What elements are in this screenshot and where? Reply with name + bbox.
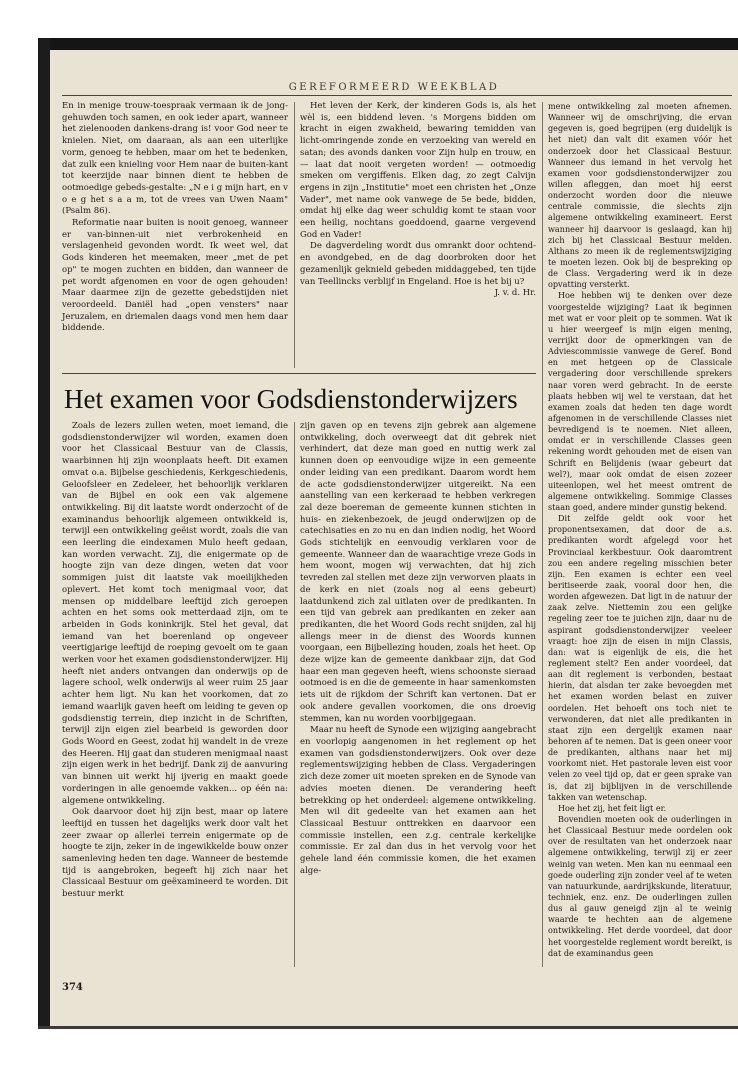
paragraph: Ook daarvoor doet hij zijn best, maar op latere leeftijd en tussen het dagelijks werk door valt het zeer zwaar op allerlei terrein enigermate op de hoogte te zijn, zeker in de ingewikkelde bouw onzer samenleving heden ten dage. Wanneer de bestemde tijd is aangebroken, begeeft hij zich naar het Classicaal Bestuur om geëxamineerd te worden. Dit bestuur merkt: [62, 807, 288, 900]
article-left-column: [62, 421, 288, 966]
page-number: 374: [62, 982, 83, 993]
newspaper-page: [50, 50, 738, 1028]
article-middle-column: [300, 421, 536, 966]
paragraph: Hoe het zij, het feit ligt er.: [558, 802, 667, 813]
column-divider: [294, 422, 295, 967]
scan-border-top: [45, 38, 738, 50]
author-signature: J. v. d. Hr.: [494, 288, 536, 299]
paragraph: Het leven der Kerk, der kinderen Gods is, als het wèl is, een biddend leven. 's Morgens bidden om kracht in eigen zwakheid, bewaring temidden van licht-omringende zonde en verzoeking van wereld en satan; des avonds danken voor Zijn hulp en trouw, en — laat dat nooit vergeten worden! — ootmoedig smeken om vergiffenis. Elken dag, zo zegt Calvijn ergens in zijn „Institutie" moet een christen het „Onze Vader", met name ook vanwege de 5e bede, bidden, omdat hij elke dag weer schuldig komt te staan voor een heilig, nochtans goeddoend, gaarne vergevend God en Vader!: [300, 101, 536, 240]
paragraph: Hoe hebben wij te denken over deze voorgestelde wijziging? Laat ik beginnen met wat er voor pleit op te sommen. Wat ik u hier weergeef is mijn eigen mening, verrijkt door de opmerkingen van de Adviescommissie vanwege de Geref. Bond en met hetgeen op de Classicale vergadering door verschillende sprekers naar voren werd gebracht. In de eerste plaats hebben wij wel te verstaan, dat het examen zoals dat heden ten dage wordt afgenomen in de verschillende Classes niet bevredigend is te noemen. Niet alleen, omdat er in verschillende Classes geen rekening wordt gehouden met de eisen van Schrift en Belijdenis (waar gebeurt dat wel?), maar ook omdat de eisen zozeer uiteenlopen, wel het meest omtrent de algemene ontwikkeling. Sommige Classes staan goed, andere minder gunstig bekend.: [548, 290, 732, 513]
scan-border-left: [38, 38, 50, 1028]
header-rule: [62, 95, 732, 96]
paragraph: zijn gaven op en tevens zijn gebrek aan algemene ontwikkeling, doch overweegt dat dit gebrek niet verhindert, dat deze man goed en nuttig werk zal kunnen doen op eenvoudige wijze in een gemeente onder leiding van een predikant. Daarom wordt hem de acte godsdienstonderwijzer uitgereikt. Na een aanstelling van een kerkeraad te hebben verkregen zal deze boereman de gemeente kunnen stichten in huis- en ziekenbezoek, de jeugd onderwijzen op de catechisaties en zo nu en dan indien nodig, het Woord Gods stichtelijk en eenvoudig verklaren voor de gemeente. Wanneer dan de waarachtige vreze Gods in hem woont, mogen wij verwachten, dat hij zich tevreden zal stellen met deze zijn verworven plaats in de kerk en niet (zoals nog al eens gebeurt) laatdunkend zich zal uitlaten over de predikanten. In een tijd van gebrek aan predikanten en zeker aan predikanten, die het Woord Gods recht snijden, zal hij allengs meer in de dienst des Woords kunnen voorgaan, een Bijbellezing houden, zoals het heet. Op deze wijze kan de gemeente dankbaar zijn, dat God haar een man gegeven heeft, wiens schoonste sieraad ootmoed is en die de gemeente in haar samenkomsten iets uit de rijkdom der Schrift kan vertonen. Dat er ook andere gevallen voorkomen, die ons droevig stemmen, kan nu worden voorbijgegaan.: [300, 421, 536, 724]
column-divider: [542, 102, 543, 967]
paragraph: De dagverdeling wordt dus omrankt door ochtend- en avondgebed, en de dag doorbroken door het gezamenlijk geknield gebeden middaggebed, ten tijde van Teellincks verblijf in Engeland. Hoe is het bij u?: [300, 241, 536, 287]
article-headline: Het examen voor Godsdienstonderwijzers: [64, 384, 518, 414]
scan-border-bottom: [38, 1026, 738, 1029]
section-rule: [62, 373, 536, 374]
paragraph: Dit zelfde geldt ook voor het proponentsexamen, dat door de a.s. predikanten wordt afgelegd voor het Provinciaal kerkbestuur. Ook daaromtrent zou een andere regeling misschien beter zijn. Een examen is echter een veel beritiseerde zaak, vooral door hen, die worden afgewezen. Dat ligt in de natuur der zaak zelve. Niettemin zou een gelijke regeling zeer toe te juichen zijn, daar nu de aspirant godsdienstonderwijzer veeleer vraagt: hoe zijn de eisen in mijn Classis, dan: wat is eigenlijk de eis, die het reglement stelt? Een ander voordeel, dat aan dit reglement is verbonden, bestaat hierin, dat alsdan ter zake bevoegden met het examen worden belast en zuiver oordelen. Het behoeft ons toch niet te verwonderen, dat niet alle predikanten in staat zijn een dergelijk examen naar behoren af te nemen. Dat is geen oneer voor de predikanten, althans naar het mij voorkomt niet. Het pastorale leven eist voor velen zo veel tijd op, dat er geen sprake van is, dat zij bijblijven in de verschillende takken van wetenschap.: [548, 513, 732, 802]
paragraph: En in menige trouw-toespraak vermaan ik de jong-gehuwden toch samen, en ook ieder apart, wanneer het zielenooden dankens-drang is! voor God neer te knielen. Niet, om daaraan, als aan een uiterlijke vorm, genoeg te hebben, maar om het te bedenken, dat zulk een knieling voor Hem naar de buiten-kant tot keerzijde naar binnen dient te hebben de ootmoedige gebeds-gestalte: „N e i g mijn hart, en v o e g het s a a m, tot de vrees van Uwen Naam" (Psalm 86).: [62, 101, 288, 217]
paragraph: mene ontwikkeling zal moeten afnemen. Wanneer wij de omschrijving, die ervan gegeven is, goed begrijpen (erg duidelijk is het niet) dan valt dit examen vóór het onderzoek door het Classicaal Bestuur. Wanneer dus iemand in het vervolg het examen voor godsdienstonderwijzer zou willen afleggen, dan moet hij eerst onderzocht worden door die nieuwe centrale commissie, die slechts zijn algemene ontwikkeling examineert. Eerst wanneer hij daarvoor is geslaagd, kan hij zich bij het Classicaal Bestuur melden. Althans zo meen ik de reglementswijziging te moeten lezen. Ook bij de bespreking op de Class. Vergadering werd ik in deze opvatting versterkt.: [548, 101, 732, 290]
paragraph: Zoals de lezers zullen weten, moet iemand, die godsdienstonderwijzer wil worden, examen doen voor het Classicaal Bestuur van de Classis, waarbinnen hij zijn woonplaats heeft. Dit examen omvat o.a. Bijbelse geschiedenis, Kerkgeschiedenis, Geloofsleer en Zedeleer, het behoorlijk verklaren van de Bijbel en ook een vak algemene ontwikkeling. Bij dit laatste wordt onderzocht of de examinandus behoorlijk algemeen ontwikkeld is, terwijl een ontwikkeling geëist wordt, zoals die van een leerling die eindexamen Mulo heeft gedaan, kan worden verwacht. Zij, die enigermate op de hoogte zijn van deze dingen, weten dat voor sommigen juist dit laatste vak moeilijkheden oplevert. Het komt toch menigmaal voor, dat mensen op middelbare leeftijd zich geroepen achten en het soms ook metterdaad zijn, om te arbeiden in Gods koninkrijk. Stel het geval, dat iemand van het boerenland op ongeveer veertigjarige leeftijd de roeping gevoelt om te gaan werken voor het examen godsdienstonderwijzer. Hij heeft niet anders ontvangen dan onderwijs op de lagere school, welk onderwijs al weer ruim 25 jaar achter hem ligt. Nu kan het voorkomen, dat zo iemand waarlijk gaven heeft om leiding te geven op godsdienstig terrein, diep inzicht in de Schriften, terwijl zijn eigen ziel bearbeid is geworden door Gods Woord en Geest, zodat hij wandelt in de vreze des Heeren. Hij gaat dan studeren menigmaal naast zijn eigen werk in het bedrijf. Dank zij de aanvuring van binnen uit werkt hij ijverig en maakt goede vorderingen in alle genoemde vakken... op één na: algemene ontwikkeling.: [62, 421, 288, 806]
top-middle-column: [300, 101, 536, 369]
column-divider: [294, 102, 295, 368]
paragraph: Bovendien moeten ook de ouderlingen in het Classicaal Bestuur mede oordelen ook over de resultaten van het onderzoek naar algemene ontwikkeling, terwijl zij er zeer weinig van weten. Men kan nu eenmaal een goede ouderling zijn zonder veel af te weten van natuurkunde, aardrijkskunde, literatuur, techniek, enz. enz. De ouderlingen zullen dus al gauw geneigd zijn al te weinig waarde te hechten aan de algemene ontwikkeling. Het derde voordeel, dat door het voorgestelde reglement wordt bereikt, is dat de examinandus geen: [548, 814, 732, 958]
paragraph: Maar nu heeft de Synode een wijziging aangebracht en voorlopig aangenomen in het reglement op het examen van godsdienstonderwijzers. Ook over deze reglementswijziging hebben de Class. Vergaderingen zich deze zomer uit moeten spreken en de Synode van advies moeten dienen. De verandering heeft betrekking op het onderdeel: algemene ontwikkeling. Men wil dit gedeelte van het examen aan het Classicaal Bestuur onttrekken en daarvoor een commissie instellen, een z.g. centrale kerkelijke commissie. Er zal dan dus in het vervolg voor het gehele land één commissie komen, die het examen alge-: [300, 725, 536, 876]
right-column: [548, 101, 732, 967]
paragraph: Reformatie naar buiten is nooit genoeg, wanneer er van-binnen-uit niet verbrokenheid en verslagenheid gevonden wordt. Ik weet wel, dat Gods kinderen het meemaken, meer „met de pet op" te mogen zuchten en bidden, dan wanneer de pet wordt afgenomen en voor de ogen gehouden! Maar daarmee zijn de gezette gebedstijden niet veroordeeld. Daniël had „open vensters" naar Jeruzalem, en driemalen daags vond men hem daar biddende.: [62, 218, 288, 334]
running-head: GEREFORMEERD WEEKBLAD: [288, 82, 500, 93]
top-left-column: [62, 101, 288, 369]
